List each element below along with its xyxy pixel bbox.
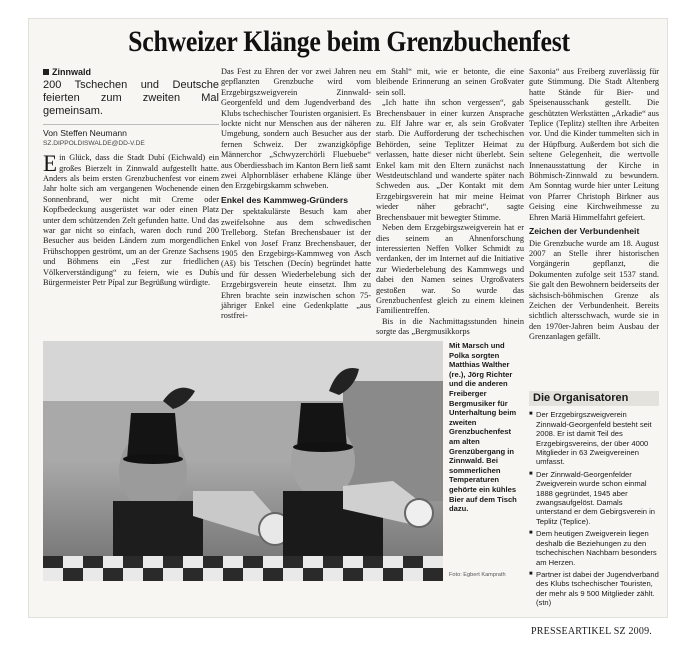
lead-paragraph (43, 153, 219, 288)
section-heading: Zeichen der Verbundenheit (529, 226, 640, 237)
photo-credit: Foto: Egbert Kamprath (449, 572, 506, 578)
divider (43, 124, 219, 125)
paragraph: em Stahl“ mit, wie er betonte, die eine bleibende Erinnerung an seinen Großvater sein soll. (376, 67, 524, 97)
lead-text: in Glück, dass die Stadt Dubí (Eichwald) ein großes Bierzelt in Zinnwald aufgestellt hatte. Anders als beim ersten Grenzbuchenfest vor einem Jahr holte sich am vergangenen Wochenende einen Sonnenbrand, wer nicht mit Creme oder Kopfbedeckung ausgerüstet war oder einen Platz unter dem schützenden Zelt gefunden hatte. Und das war gar nicht so einfach, waren doch rund 200 Besucher aus beiden Ländern zum morgendlichen Frühschoppen geströmt, um an der Grenze Sachsens und Böhmens ein „Fest zur friedlichen Völkerverständigung“ zu feiern, wie es Dubís Bürgermeister Petr Pípal zur Begrüßung würdigte. (43, 153, 219, 288)
intro-column (43, 67, 219, 289)
author-email: SZ.DIPPOLDISWALDE@DD-V.DE (43, 139, 145, 147)
subheadline: 200 Tschechen und Deutsche feierten zum zweiten Mal gemeinsam. (43, 79, 219, 118)
paragraph: Der spektakulärste Besuch kam aber zweifelsohne aus dem schwedischen Trelleborg. Stefan Brechensbauer ist der Enkel von Josef Franz Brechensbauer, der 1905 den Erzgebirgs-Kammweg von Asch (Aš) bis Tetschen (Decín) begründet hatte und für dessen Wiederbelebung sich der Erzgebirgsverein heute einsetzt. Ihm zu Ehren brachte sein inzwischen schon 75-jähriger Enkel eine Gedenkplatte „aus rostfrei- (221, 207, 371, 321)
musicians-photo (43, 341, 443, 581)
article-column-2 (221, 67, 371, 322)
paragraph: Neben dem Erzgebirgszweigverein hat er dies seinem an Ahnenforschung interessierten Neffen Volker Schmidt zu verdanken, der im Internet auf die Initiative zur Wiederbelebung des Kammwegs und dabei den Namen seines Urgroßvaters gestoßen war. So wurde das Grenzbuchenfest gleich zu einem kleinen Familientreffen. (376, 223, 524, 316)
location-tag (43, 67, 219, 77)
drop-cap: E (43, 151, 58, 177)
paragraph: Bis in die Nachmittagsstunden hinein sorgte das „Bergmusikkorps (376, 316, 524, 337)
section-heading: Enkel des Kammweg-Gründers (221, 194, 349, 205)
list-item: ■ Dem heutigen Zweigverein liegen deshalb die Beziehungen zu den tschechischen Nachbarn besonders am Herzen. (529, 529, 659, 567)
square-bullet-icon (43, 69, 49, 75)
article-column-3 (376, 67, 524, 338)
sidebar-title: Die Organisatoren (529, 391, 659, 406)
newspaper-clipping (28, 18, 668, 618)
paragraph: Die Grenzbuche wurde am 18. August 2007 an Stelle ihrer historischen Vorgängerin gepflanzt, die Dokumenten zufolge seit 1537 stand. Sie galt den Bewohnern beiderseits der sächsisch-böhmischen Grenze als Zeichen der Verbundenheit. Bereits sichtlich altersschwach, wurde sie in den 1970er-Jahren beim Ausbau der Grenzanlagen gefällt. (529, 238, 659, 342)
photo-caption: Mit Marsch und Polka sorgten Matthias Walther (re.), Jörg Richter und die anderen Freiberger Bergmusiker für Unterhaltung beim zweiten Grenzbuchenfest am alten Grenzübergang in Zinnwald. Bei sommerlichen Temperaturen gehörte ein kühles Bier auf dem Tisch dazu. (449, 341, 517, 514)
paragraph: „Ich hatte ihn schon vergessen“, gab Brechensbauer in einer kurzen Ansprache zu. Elf Jahre war er, als sein Großvater starb. Die Aufforderung der tschechischen Behörden, seine Teplitzer Heimat zu verlassen, hatte dieser nicht überlebt. Sein Enkel kam mit den Eltern zunächst nach Westdeutschland und wanderte später nach Schweden aus. „Der Kontakt mit dem Erzgebirgsverein hat mir meine Heimat wieder näher gebracht“, sagte Brechensbauer mit bewegter Stimme. (376, 98, 524, 222)
location-label: Zinnwald (52, 67, 91, 77)
article-column-4 (529, 67, 659, 343)
headline: Schweizer Klänge beim Grenzbuchenfest (128, 25, 570, 58)
byline: Von Steffen Neumann (43, 128, 127, 139)
organisatoren-list (529, 410, 659, 607)
list-item: ■ Partner ist dabei der Jugendverband des Klubs tschechischer Touristen, der mehr als 9 500 Mitglieder zählt. (stn) (529, 570, 659, 608)
paragraph: Das Fest zu Ehren der vor zwei Jahren neu gepflanzten Grenzbuche wird vom Erzgebirgszweigverein Zinnwald-Georgenfeld und dem Jugendverband des Klubs tschechischer Touristen organisiert. Es lockte nicht nur Menschen aus der näheren Umgebung, sondern auch Besucher aus der fernen Schweiz. Der zwanzigköpfige Männerchor „Schwyzerchörli Fluebuebe“ aus Oberdiessbach im Kanton Bern ließ samt zwei Alphornbläser erhabene Klänge über den Erzgebirgskamm schweben. (221, 67, 371, 191)
organisatoren-box (529, 391, 659, 611)
musicians-illustration (43, 341, 443, 581)
paragraph: Saxonia“ aus Freiberg zuverlässig für gute Stimmung. Die Stadt Altenberg hatte Stände für Bier- und Speisenausschank gestellt. Die geschützten Werkstätten „Arkadie“ aus Teplice (Teplitz) stellten ihre Arbeiten vor. Und die Kinder tummelten sich in der Hüpfburg. Außerdem bot sich die seltene Gelegenheit, die wertvolle Innenausstattung der Kirche in Böhmisch-Zinnwald zu bewundern. Am Sonntag wurde hier unter Leitung von Pfarrer Christoph Birkner aus Geising eine Kirchweihmesse zu Ehren Mariä Himmelfahrt gefeiert. (529, 67, 659, 222)
list-item: ■ Der Zinnwald-Georgenfelder Zweigverein wurde schon einmal 1888 gegründet, 1945 aber zwangsaufgelöst. Damals unterstand er dem Gebirgsverein in Teplitz (Teplice). (529, 470, 659, 526)
footer-label: PRESSEARTIKEL SZ 2009. (531, 626, 652, 637)
list-item: ■ Der Erzgebirgszweigverein Zinnwald-Georgenfeld besteht seit 2008. Er ist damit Teil des Erzgebirgsvereins, der über 4000 Mitglieder in 63 Zweigvereinen umfasst. (529, 410, 659, 466)
